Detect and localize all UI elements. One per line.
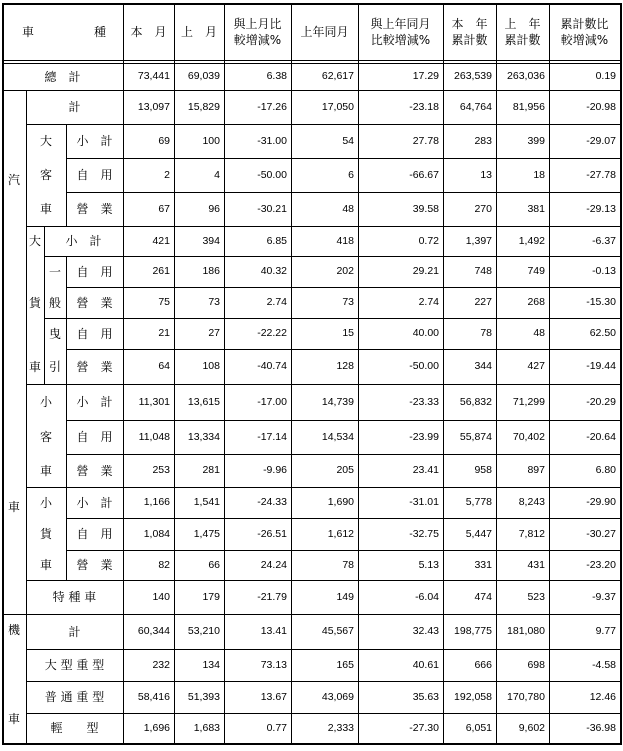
table-cell: 69,039 — [187, 70, 220, 83]
table-cell: -23.99 — [409, 430, 439, 443]
table-cell: 58,416 — [137, 690, 170, 703]
subgroup-label-general-1: 一 — [48, 264, 61, 279]
group-label-truck-da: 大 — [28, 234, 41, 248]
table-cell: -9.96 — [263, 464, 287, 477]
group-label-small-truck-2: 貨 — [39, 527, 52, 541]
table-cell: -17.00 — [257, 395, 287, 408]
table-cell: -23.20 — [586, 558, 616, 571]
section-label-machine: 機 — [7, 623, 20, 637]
table-cell: 1,397 — [465, 234, 492, 247]
table-cell: 48 — [342, 202, 354, 215]
row-label-special: 特 種 車 — [52, 590, 97, 604]
table-cell: 958 — [474, 464, 492, 477]
table-cell: -32.75 — [409, 527, 439, 540]
group-label-bus-3: 車 — [39, 202, 52, 216]
table-cell: 202 — [336, 265, 354, 278]
table-cell: 149 — [336, 590, 354, 603]
table-cell: 64,764 — [459, 100, 492, 113]
table-cell: 73,441 — [137, 70, 170, 83]
table-cell: 1,084 — [143, 527, 170, 540]
table-cell: 100 — [202, 134, 220, 147]
table-cell: 128 — [336, 360, 354, 373]
table-cell: -27.30 — [409, 721, 439, 734]
row-label-passenger-subtotal: 小 計 — [76, 395, 113, 409]
table-cell: 6.85 — [266, 234, 287, 247]
table-cell: 1,690 — [327, 496, 354, 509]
table-cell: 232 — [152, 658, 170, 671]
table-cell: 9,602 — [518, 721, 545, 734]
table-cell: 427 — [527, 360, 545, 373]
header-cum-change-line-2: 較增減% — [560, 32, 609, 47]
table-cell: 66 — [208, 558, 220, 571]
row-label-bus-subtotal: 小 計 — [76, 134, 113, 148]
table-cell: 29.21 — [412, 265, 439, 278]
table-cell: 108 — [202, 360, 220, 373]
table-cell: -4.58 — [592, 658, 616, 671]
header-cum-last-year-line-1: 上 年 — [504, 16, 541, 31]
group-label-bus-2: 客 — [39, 168, 52, 182]
table-cell: -22.22 — [257, 327, 287, 340]
table-cell: 14,739 — [321, 395, 354, 408]
table-cell: 179 — [202, 590, 220, 603]
table-cell: -23.18 — [409, 100, 439, 113]
table-cell: 62.50 — [589, 327, 616, 340]
table-cell: 4 — [214, 168, 220, 181]
table-cell: 40.00 — [412, 327, 439, 340]
table-cell: -23.33 — [409, 395, 439, 408]
table-cell: -20.29 — [586, 395, 616, 408]
table-cell: 1,541 — [193, 496, 220, 509]
header-vs-last-year — [358, 3, 443, 60]
table-cell: 5,778 — [465, 496, 492, 509]
row-label-small-truck-private: 自 用 — [76, 527, 113, 541]
table-cell: 431 — [527, 558, 545, 571]
table-cell: 2.74 — [418, 296, 439, 309]
row-label-light: 輕 型 — [50, 721, 99, 735]
table-cell: 263,036 — [507, 70, 545, 83]
table-cell: 523 — [527, 590, 545, 603]
header-vs-last-year-line-2: 比較增減% — [370, 32, 431, 47]
table-cell: 78 — [342, 558, 354, 571]
table-cell: 60,344 — [137, 625, 170, 638]
grid-hline — [2, 743, 621, 745]
table-cell: 40.61 — [412, 658, 439, 671]
table-cell: -30.27 — [586, 527, 616, 540]
group-label-truck-huo: 貨 — [28, 295, 41, 310]
row-label-heavy-normal: 普 通 重 型 — [44, 690, 105, 704]
table-cell: 165 — [336, 658, 354, 671]
header-cum-last-year — [496, 3, 549, 60]
table-cell: -0.13 — [592, 265, 616, 278]
header-cum-last-year-line-2: 累計數 — [504, 32, 541, 47]
group-label-passenger-2: 客 — [39, 430, 52, 444]
table-cell: 474 — [474, 590, 492, 603]
table-cell: -66.67 — [409, 168, 439, 181]
table-cell: -29.07 — [586, 134, 616, 147]
row-label-tow-commercial: 營 業 — [76, 359, 113, 374]
header-vs-last-month-line-1: 與上月比 — [233, 16, 282, 31]
table-cell: 186 — [202, 265, 220, 278]
table-cell: 2 — [164, 168, 170, 181]
table-cell: 17.29 — [412, 70, 439, 83]
table-cell: 261 — [152, 265, 170, 278]
table-cell: 897 — [527, 464, 545, 477]
table-cell: 394 — [202, 234, 220, 247]
row-label-car-total: 計 — [68, 100, 81, 114]
table-cell: -21.79 — [257, 590, 287, 603]
table-cell: 43,069 — [321, 690, 354, 703]
table-cell: 73.13 — [260, 658, 287, 671]
header-vs-last-year-line-1: 與上年同月 — [370, 16, 431, 31]
section-label-car: 汽 — [7, 173, 20, 187]
group-label-bus-1: 大 — [39, 134, 52, 148]
table-cell: 2,333 — [327, 721, 354, 734]
section-label-moto-che: 車 — [7, 712, 20, 726]
table-cell: 263,539 — [454, 70, 492, 83]
table-cell: 749 — [527, 265, 545, 278]
table-cell: 6.80 — [595, 464, 616, 477]
table-cell: 27.78 — [412, 134, 439, 147]
table-cell: -50.00 — [257, 168, 287, 181]
row-label-passenger-commercial: 營 業 — [76, 463, 113, 478]
table-cell: -20.64 — [586, 430, 616, 443]
grid-vline — [620, 3, 622, 745]
table-cell: 9.77 — [595, 625, 616, 638]
table-cell: 17,050 — [321, 100, 354, 113]
table-cell: 270 — [474, 202, 492, 215]
table-cell: 1,475 — [193, 527, 220, 540]
header-cum-this-year — [443, 3, 496, 60]
table-cell: 1,612 — [327, 527, 354, 540]
table-cell: 32.43 — [412, 625, 439, 638]
table-cell: 418 — [336, 234, 354, 247]
header-cum-this-year-line-1: 本 年 — [451, 16, 488, 31]
table-cell: 698 — [527, 658, 545, 671]
table-cell: 73 — [208, 296, 220, 309]
table-cell: 24.24 — [260, 558, 287, 571]
table-cell: 64 — [158, 360, 170, 373]
table-cell: 54 — [342, 134, 354, 147]
table-cell: 51,393 — [187, 690, 220, 703]
table-cell: 81,956 — [512, 100, 545, 113]
table-cell: 56,832 — [459, 395, 492, 408]
table-cell: 13.41 — [260, 625, 287, 638]
table-cell: 421 — [152, 234, 170, 247]
table-cell: 62,617 — [321, 70, 354, 83]
table-cell: 45,567 — [321, 625, 354, 638]
table-cell: 381 — [527, 202, 545, 215]
table-cell: 55,874 — [459, 430, 492, 443]
table-cell: 48 — [533, 327, 545, 340]
row-label-total: 總 計 — [44, 69, 81, 84]
table-cell: -29.13 — [586, 202, 616, 215]
table-cell: 96 — [208, 202, 220, 215]
table-cell: -30.21 — [257, 202, 287, 215]
table-cell: 75 — [158, 296, 170, 309]
table-cell: 78 — [480, 327, 492, 340]
table-cell: 666 — [474, 658, 492, 671]
table-cell: 181,080 — [507, 625, 545, 638]
table-cell: 23.41 — [412, 464, 439, 477]
table-cell: -17.14 — [257, 430, 287, 443]
table-cell: -19.44 — [586, 360, 616, 373]
table-cell: 13,334 — [187, 430, 220, 443]
table-cell: 5.13 — [418, 558, 439, 571]
row-label-bus-commercial: 營 業 — [76, 202, 113, 216]
table-cell: 1,166 — [143, 496, 170, 509]
table-cell: 227 — [474, 296, 492, 309]
header-last-month: 上 月 — [180, 24, 217, 39]
header-vs-last-month-line-2: 較增減% — [233, 32, 282, 47]
table-cell: -31.00 — [257, 134, 287, 147]
table-cell: 13 — [480, 168, 492, 181]
table-cell: 6 — [348, 168, 354, 181]
row-label-general-commercial: 營 業 — [76, 295, 113, 310]
header-cum-change — [549, 3, 620, 60]
table-cell: 331 — [474, 558, 492, 571]
subgroup-label-general-2: 般 — [48, 295, 61, 310]
row-label-tow-private: 自 用 — [76, 326, 113, 341]
table-cell: 134 — [202, 658, 220, 671]
table-cell: 13.67 — [260, 690, 287, 703]
table-cell: 21 — [158, 327, 170, 340]
table-cell: 69 — [158, 134, 170, 147]
table-cell: 53,210 — [187, 625, 220, 638]
table-cell: 283 — [474, 134, 492, 147]
table-cell: 15,829 — [187, 100, 220, 113]
table-cell: -6.04 — [415, 590, 439, 603]
table-cell: 7,812 — [518, 527, 545, 540]
table-cell: -40.74 — [257, 360, 287, 373]
table-cell: 748 — [474, 265, 492, 278]
table-cell: -29.90 — [586, 496, 616, 509]
table-cell: 2.74 — [266, 296, 287, 309]
table-cell: -24.33 — [257, 496, 287, 509]
row-label-general-private: 自 用 — [76, 264, 113, 279]
table-cell: 67 — [158, 202, 170, 215]
table-cell: 15 — [342, 327, 354, 340]
row-label-moto-total: 計 — [68, 624, 81, 639]
table-cell: -36.98 — [586, 721, 616, 734]
table-cell: 5,447 — [465, 527, 492, 540]
table-cell: 0.72 — [418, 234, 439, 247]
table-cell: 1,696 — [143, 721, 170, 734]
table-cell: -26.51 — [257, 527, 287, 540]
header-same-month-last-year: 上年同月 — [300, 24, 349, 39]
table-cell: 192,058 — [454, 690, 492, 703]
table-cell: 6.38 — [266, 70, 287, 83]
table-cell: 6,051 — [465, 721, 492, 734]
header-vs-last-month — [224, 3, 291, 60]
header-cum-this-year-line-2: 累計數 — [451, 32, 488, 47]
table-cell: 8,243 — [518, 496, 545, 509]
table-cell: 0.77 — [266, 721, 287, 734]
group-label-truck-che: 車 — [28, 359, 41, 374]
table-cell: 399 — [527, 134, 545, 147]
table-cell: 11,301 — [138, 395, 170, 408]
table-cell: 18 — [533, 168, 545, 181]
section-label-che: 車 — [7, 500, 20, 514]
table-cell: 13,097 — [137, 100, 170, 113]
table-cell: 12.46 — [589, 690, 616, 703]
table-cell: 82 — [158, 558, 170, 571]
header-vehicle-type: 車 種 — [21, 24, 106, 39]
table-cell: -17.26 — [257, 100, 287, 113]
table-cell: -9.37 — [592, 590, 616, 603]
subgroup-label-tow-1: 曳 — [48, 326, 61, 341]
table-cell: 1,492 — [518, 234, 545, 247]
group-label-small-truck-3: 車 — [39, 558, 52, 572]
group-label-passenger-3: 車 — [39, 463, 52, 478]
group-label-small-truck-1: 小 — [39, 495, 52, 510]
table-cell: -15.30 — [586, 296, 616, 309]
table-cell: 205 — [336, 464, 354, 477]
row-label-small-truck-commercial: 營 業 — [76, 558, 113, 572]
table-cell: 170,780 — [507, 690, 545, 703]
table-cell: 140 — [152, 590, 170, 603]
row-label-heavy-large: 大 型 重 型 — [44, 658, 105, 672]
table-cell: -20.98 — [586, 100, 616, 113]
header-this-month: 本 月 — [130, 24, 167, 39]
table-cell: 73 — [342, 296, 354, 309]
table-cell: -31.01 — [409, 496, 439, 509]
group-label-passenger-1: 小 — [39, 395, 52, 409]
table-cell: 281 — [202, 464, 220, 477]
table-cell: 70,402 — [512, 430, 545, 443]
row-label-small-truck-subtotal: 小 計 — [76, 495, 113, 510]
table-cell: 13,615 — [187, 395, 220, 408]
table-cell: 344 — [474, 360, 492, 373]
table-cell: -27.78 — [586, 168, 616, 181]
table-cell: 198,775 — [454, 625, 492, 638]
table-cell: 35.63 — [412, 690, 439, 703]
row-label-passenger-private: 自 用 — [76, 430, 113, 444]
table-cell: 39.58 — [412, 202, 439, 215]
table-cell: 1,683 — [193, 721, 220, 734]
subgroup-label-tow-2: 引 — [48, 359, 61, 374]
table-cell: 11,048 — [138, 430, 170, 443]
table-cell: 27 — [208, 327, 220, 340]
table-cell: 40.32 — [260, 265, 287, 278]
table-cell: -50.00 — [409, 360, 439, 373]
table-cell: -6.37 — [592, 234, 616, 247]
row-label-truck-subtotal: 小 計 — [65, 234, 102, 248]
row-label-bus-private: 自 用 — [76, 168, 113, 182]
table-cell: 268 — [527, 296, 545, 309]
table-cell: 71,299 — [512, 395, 545, 408]
table-cell: 14,534 — [321, 430, 354, 443]
table-cell: 0.19 — [595, 70, 616, 83]
header-cum-change-line-1: 累計數比 — [560, 16, 609, 31]
table-cell: 253 — [152, 464, 170, 477]
grid-hline — [2, 60, 621, 61]
